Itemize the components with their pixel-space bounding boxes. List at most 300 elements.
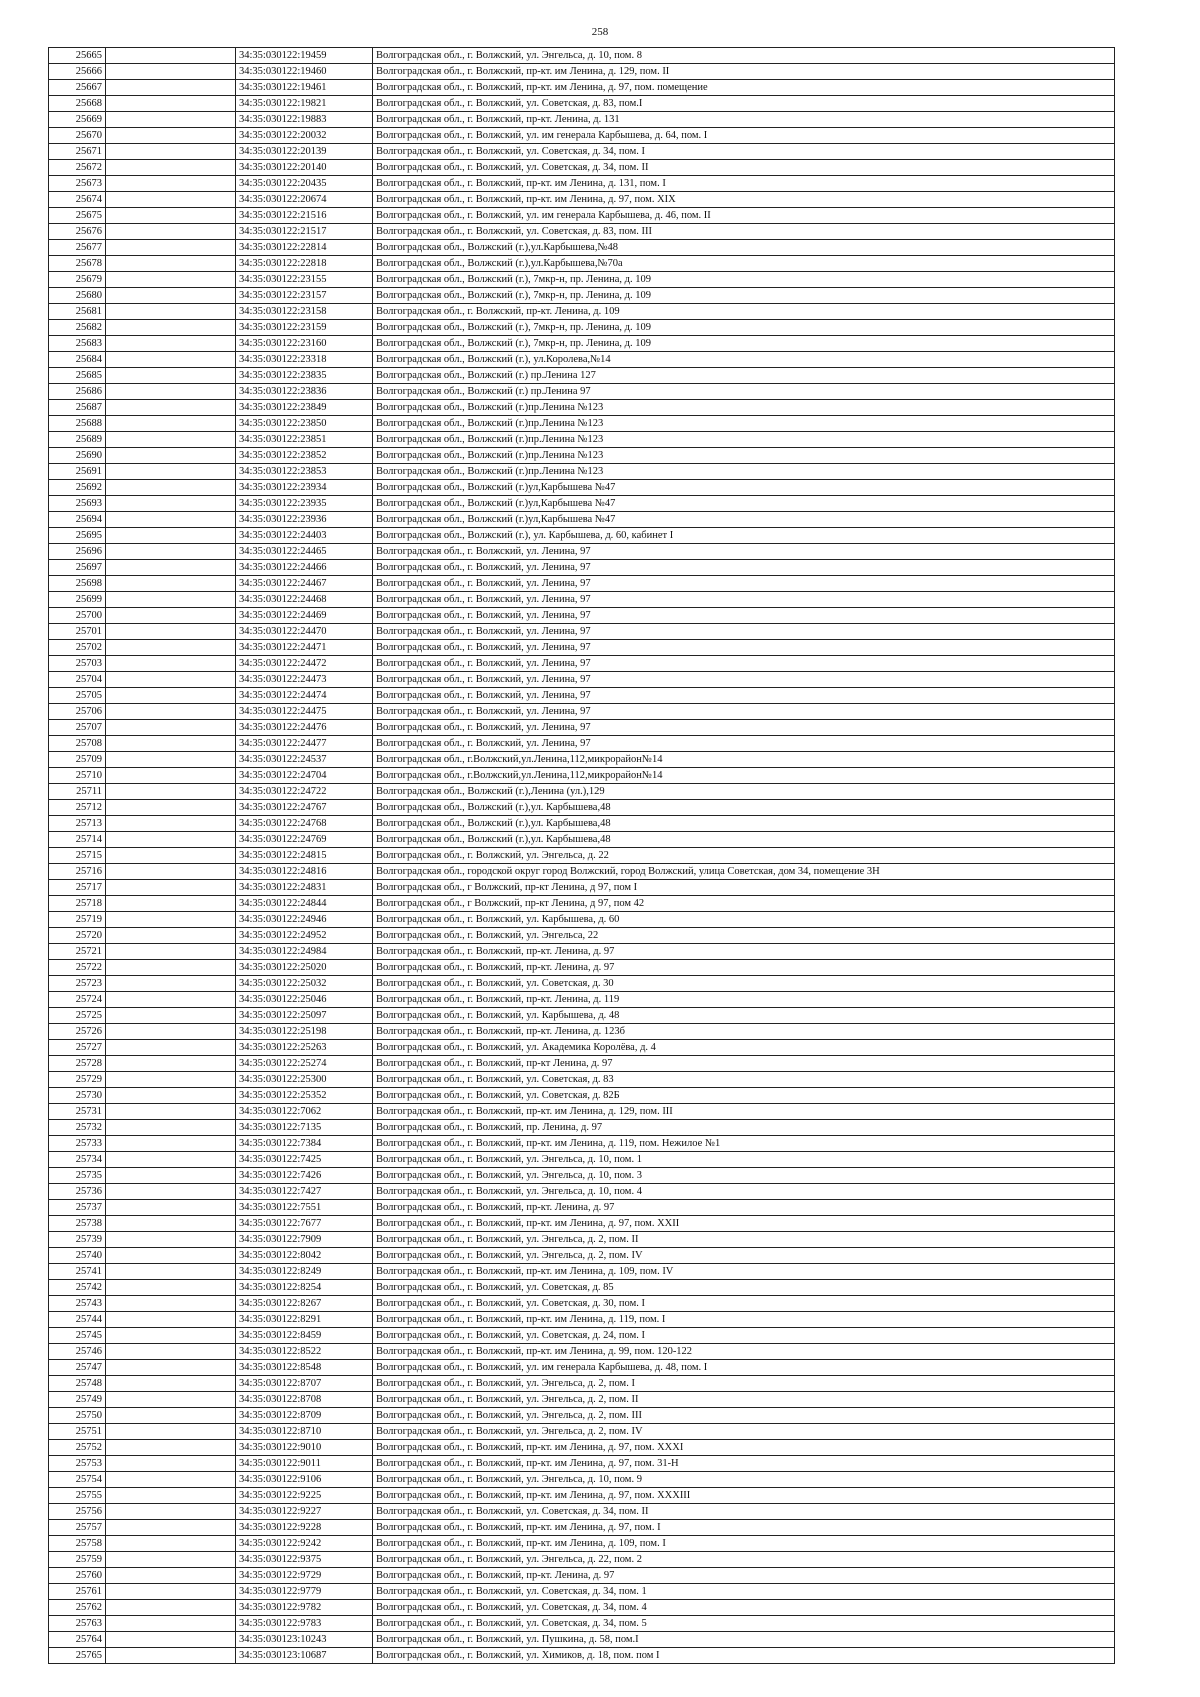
cadastral-number: 34:35:030122:24946: [236, 912, 373, 928]
address: Волгоградская обл., Волжский (г.), ул. Карбышева, д. 60, кабинет I: [373, 528, 1115, 544]
row-number: 25757: [49, 1520, 106, 1536]
cadastral-number: 34:35:030122:24471: [236, 640, 373, 656]
table-row: [49, 560, 1115, 576]
cadastral-number: 34:35:030122:24403: [236, 528, 373, 544]
cadastral-number: 34:35:030122:9779: [236, 1584, 373, 1600]
table-row: [49, 256, 1115, 272]
table-row: [49, 1392, 1115, 1408]
address: Волгоградская обл., Волжский (г.), 7мкр-н, пр. Ленина, д. 109: [373, 336, 1115, 352]
cadastral-number: 34:35:030122:20140: [236, 160, 373, 176]
cadastral-number: 34:35:030123:10687: [236, 1648, 373, 1664]
row-number: 25704: [49, 672, 106, 688]
address: Волгоградская обл., г. Волжский, пр-кт. им Ленина, д. 97, пом. 31-Н: [373, 1456, 1115, 1472]
row-number: 25695: [49, 528, 106, 544]
empty-cell: [106, 1328, 236, 1344]
address: Волгоградская обл., г.Волжский,ул.Ленина,112,микрорайон№14: [373, 768, 1115, 784]
cadastral-number: 34:35:030122:23155: [236, 272, 373, 288]
table-row: [49, 368, 1115, 384]
cadastral-number: 34:35:030122:8707: [236, 1376, 373, 1392]
empty-cell: [106, 576, 236, 592]
address: Волгоградская обл., Волжский (г.),ул. Карбышева,48: [373, 832, 1115, 848]
empty-cell: [106, 912, 236, 928]
empty-cell: [106, 768, 236, 784]
empty-cell: [106, 224, 236, 240]
empty-cell: [106, 336, 236, 352]
table-row: [49, 112, 1115, 128]
cadastral-number: 34:35:030122:24468: [236, 592, 373, 608]
table-row: [49, 544, 1115, 560]
address: Волгоградская обл., Волжский (г.) пр.Ленина 127: [373, 368, 1115, 384]
empty-cell: [106, 1088, 236, 1104]
address: Волгоградская обл., г. Волжский, пр-кт. им Ленина, д. 97, пом. I: [373, 1520, 1115, 1536]
cadastral-number: 34:35:030122:19821: [236, 96, 373, 112]
empty-cell: [106, 944, 236, 960]
cadastral-number: 34:35:030122:8708: [236, 1392, 373, 1408]
table-row: [49, 480, 1115, 496]
cadastral-number: 34:35:030122:25198: [236, 1024, 373, 1040]
table-row: [49, 176, 1115, 192]
table-row: [49, 784, 1115, 800]
table-row: [49, 1088, 1115, 1104]
row-number: 25694: [49, 512, 106, 528]
table-row: [49, 720, 1115, 736]
empty-cell: [106, 656, 236, 672]
table-row: [49, 1056, 1115, 1072]
address: Волгоградская обл., г. Волжский, ул. Ленина, 97: [373, 640, 1115, 656]
address: Волгоградская обл., г. Волжский, ул. Ленина, 97: [373, 576, 1115, 592]
row-number: 25730: [49, 1088, 106, 1104]
empty-cell: [106, 1600, 236, 1616]
row-number: 25693: [49, 496, 106, 512]
table-row: [49, 160, 1115, 176]
cadastral-number: 34:35:030122:22818: [236, 256, 373, 272]
row-number: 25765: [49, 1648, 106, 1664]
cadastral-number: 34:35:030122:24466: [236, 560, 373, 576]
address: Волгоградская обл., г. Волжский, пр-кт. им Ленина, д. 109, пом. IV: [373, 1264, 1115, 1280]
cadastral-number: 34:35:030122:21516: [236, 208, 373, 224]
cadastral-number: 34:35:030122:23850: [236, 416, 373, 432]
cadastral-number: 34:35:030122:9225: [236, 1488, 373, 1504]
row-number: 25713: [49, 816, 106, 832]
address: Волгоградская обл., г. Волжский, ул. Советская, д. 34, пом. II: [373, 1504, 1115, 1520]
row-number: 25675: [49, 208, 106, 224]
cadastral-number: 34:35:030122:8254: [236, 1280, 373, 1296]
address: Волгоградская обл., г. Волжский, ул. Энгельса, д. 10, пом. 9: [373, 1472, 1115, 1488]
empty-cell: [106, 832, 236, 848]
table-row: [49, 848, 1115, 864]
address: Волгоградская обл., г. Волжский, ул. Энгельса, д. 22: [373, 848, 1115, 864]
empty-cell: [106, 496, 236, 512]
address: Волгоградская обл., Волжский (г.)ул,Карбышева №47: [373, 496, 1115, 512]
empty-cell: [106, 1632, 236, 1648]
cadastral-number: 34:35:030122:25046: [236, 992, 373, 1008]
address: Волгоградская обл., г. Волжский, ул. Карбышева, д. 48: [373, 1008, 1115, 1024]
table-row: [49, 1216, 1115, 1232]
row-number: 25688: [49, 416, 106, 432]
row-number: 25692: [49, 480, 106, 496]
empty-cell: [106, 624, 236, 640]
address: Волгоградская обл., г. Волжский, ул. Советская, д. 83, пом. III: [373, 224, 1115, 240]
table-row: [49, 992, 1115, 1008]
empty-cell: [106, 1536, 236, 1552]
empty-cell: [106, 960, 236, 976]
empty-cell: [106, 1488, 236, 1504]
empty-cell: [106, 880, 236, 896]
empty-cell: [106, 1456, 236, 1472]
row-number: 25679: [49, 272, 106, 288]
row-number: 25689: [49, 432, 106, 448]
row-number: 25687: [49, 400, 106, 416]
address: Волгоградская обл., г.Волжский,ул.Ленина,112,микрорайон№14: [373, 752, 1115, 768]
empty-cell: [106, 704, 236, 720]
row-number: 25686: [49, 384, 106, 400]
address: Волгоградская обл., Волжский (г.)ул,Карбышева №47: [373, 480, 1115, 496]
address: Волгоградская обл., г. Волжский, ул. Ленина, 97: [373, 720, 1115, 736]
address: Волгоградская обл., Волжский (г.), 7мкр-н, пр. Ленина, д. 109: [373, 288, 1115, 304]
table-row: [49, 1312, 1115, 1328]
address: Волгоградская обл., г. Волжский, ул. Энгельса, д. 10, пом. 3: [373, 1168, 1115, 1184]
cadastral-number: 34:35:030122:7427: [236, 1184, 373, 1200]
table-row: [49, 448, 1115, 464]
table-row: [49, 384, 1115, 400]
row-number: 25726: [49, 1024, 106, 1040]
empty-cell: [106, 192, 236, 208]
row-number: 25734: [49, 1152, 106, 1168]
empty-cell: [106, 384, 236, 400]
empty-cell: [106, 1216, 236, 1232]
cadastral-number: 34:35:030122:24474: [236, 688, 373, 704]
row-number: 25683: [49, 336, 106, 352]
empty-cell: [106, 560, 236, 576]
address: Волгоградская обл., Волжский (г.),Ленина (ул.),129: [373, 784, 1115, 800]
empty-cell: [106, 400, 236, 416]
cadastral-number: 34:35:030122:24831: [236, 880, 373, 896]
cadastral-number: 34:35:030122:9228: [236, 1520, 373, 1536]
cadastral-number: 34:35:030122:23158: [236, 304, 373, 320]
address: Волгоградская обл., г. Волжский, пр-кт. Ленина, д. 119: [373, 992, 1115, 1008]
table-row: [49, 496, 1115, 512]
address: Волгоградская обл., г. Волжский, пр-кт. Ленина, д. 109: [373, 304, 1115, 320]
address: Волгоградская обл., г. Волжский, ул. Ленина, 97: [373, 608, 1115, 624]
table-row: [49, 736, 1115, 752]
table-row: [49, 1264, 1115, 1280]
table-row: [49, 1648, 1115, 1664]
row-number: 25728: [49, 1056, 106, 1072]
empty-cell: [106, 352, 236, 368]
address: Волгоградская обл., г. Волжский, пр-кт. Ленина, д. 97: [373, 1568, 1115, 1584]
cadastral-number: 34:35:030122:24473: [236, 672, 373, 688]
cadastral-number: 34:35:030122:24952: [236, 928, 373, 944]
cadastral-number: 34:35:030122:20674: [236, 192, 373, 208]
empty-cell: [106, 528, 236, 544]
empty-cell: [106, 464, 236, 480]
cadastral-number: 34:35:030122:7426: [236, 1168, 373, 1184]
table-row: [49, 1184, 1115, 1200]
empty-cell: [106, 1472, 236, 1488]
cadastral-number: 34:35:030122:24769: [236, 832, 373, 848]
address: Волгоградская обл., г. Волжский, ул. Энгельса, д. 2, пом. II: [373, 1232, 1115, 1248]
row-number: 25700: [49, 608, 106, 624]
row-number: 25737: [49, 1200, 106, 1216]
table-row: [49, 272, 1115, 288]
table-row: [49, 592, 1115, 608]
row-number: 25673: [49, 176, 106, 192]
row-number: 25709: [49, 752, 106, 768]
empty-cell: [106, 1280, 236, 1296]
table-row: [49, 1120, 1115, 1136]
cadastral-number: 34:35:030122:24704: [236, 768, 373, 784]
row-number: 25684: [49, 352, 106, 368]
table-row: [49, 1152, 1115, 1168]
empty-cell: [106, 128, 236, 144]
empty-cell: [106, 1072, 236, 1088]
empty-cell: [106, 928, 236, 944]
row-number: 25701: [49, 624, 106, 640]
row-number: 25702: [49, 640, 106, 656]
address: Волгоградская обл., г. Волжский, ул. Ленина, 97: [373, 560, 1115, 576]
address: Волгоградская обл., г. Волжский, ул. Энгельса, д. 10, пом. 8: [373, 48, 1115, 64]
table-row: [49, 688, 1115, 704]
table-row: [49, 1488, 1115, 1504]
row-number: 25755: [49, 1488, 106, 1504]
table-row: [49, 704, 1115, 720]
table-row: [49, 1472, 1115, 1488]
address: Волгоградская обл., г. Волжский, ул. Советская, д. 34, пом. 4: [373, 1600, 1115, 1616]
table-row: [49, 1424, 1115, 1440]
cadastral-number: 34:35:030122:9783: [236, 1616, 373, 1632]
table-row: [49, 1408, 1115, 1424]
cadastral-number: 34:35:030122:23853: [236, 464, 373, 480]
empty-cell: [106, 1056, 236, 1072]
table-row: [49, 144, 1115, 160]
cadastral-number: 34:35:030122:24467: [236, 576, 373, 592]
address: Волгоградская обл., г Волжский, пр-кт Ленина, д 97, пом I: [373, 880, 1115, 896]
address: Волгоградская обл., Волжский (г.), ул.Королева,№14: [373, 352, 1115, 368]
empty-cell: [106, 1392, 236, 1408]
cadastral-number: 34:35:030122:9375: [236, 1552, 373, 1568]
address: Волгоградская обл., Волжский (г.)ул,Карбышева №47: [373, 512, 1115, 528]
cadastral-number: 34:35:030122:8522: [236, 1344, 373, 1360]
table-row: [49, 576, 1115, 592]
cadastral-number: 34:35:030122:19461: [236, 80, 373, 96]
row-number: 25750: [49, 1408, 106, 1424]
table-row: [49, 800, 1115, 816]
cadastral-number: 34:35:030122:9227: [236, 1504, 373, 1520]
cadastral-number: 34:35:030122:23851: [236, 432, 373, 448]
row-number: 25699: [49, 592, 106, 608]
row-number: 25668: [49, 96, 106, 112]
table-row: [49, 864, 1115, 880]
cadastral-number: 34:35:030122:23934: [236, 480, 373, 496]
address: Волгоградская обл., г. Волжский, ул. Энгельса, д. 10, пом. 1: [373, 1152, 1115, 1168]
address: Волгоградская обл., г. Волжский, пр-кт. им Ленина, д. 131, пом. I: [373, 176, 1115, 192]
row-number: 25743: [49, 1296, 106, 1312]
table-row: [49, 1040, 1115, 1056]
table-row: [49, 1584, 1115, 1600]
row-number: 25690: [49, 448, 106, 464]
row-number: 25698: [49, 576, 106, 592]
empty-cell: [106, 1104, 236, 1120]
address: Волгоградская обл., г. Волжский, ул. Энгельса, д. 2, пом. III: [373, 1408, 1115, 1424]
cadastral-number: 34:35:030122:7677: [236, 1216, 373, 1232]
address: Волгоградская обл., г. Волжский, ул. Энгельса, д. 10, пом. 4: [373, 1184, 1115, 1200]
address: Волгоградская обл., Волжский (г.), 7мкр-н, пр. Ленина, д. 109: [373, 272, 1115, 288]
address: Волгоградская обл., г. Волжский, ул. Энгельса, д. 2, пом. II: [373, 1392, 1115, 1408]
address: Волгоградская обл., г. Волжский, ул. Ленина, 97: [373, 688, 1115, 704]
row-number: 25727: [49, 1040, 106, 1056]
row-number: 25671: [49, 144, 106, 160]
row-number: 25719: [49, 912, 106, 928]
table-row: [49, 912, 1115, 928]
cadastral-number: 34:35:030122:19883: [236, 112, 373, 128]
table-row: [49, 1360, 1115, 1376]
table-row: [49, 624, 1115, 640]
row-number: 25759: [49, 1552, 106, 1568]
address: Волгоградская обл., г. Волжский, пр-кт. им Ленина, д. 97, пом. помещение: [373, 80, 1115, 96]
address: Волгоградская обл., г. Волжский, ул. Ленина, 97: [373, 672, 1115, 688]
address: Волгоградская обл., г. Волжский, пр-кт. им Ленина, д. 109, пом. I: [373, 1536, 1115, 1552]
table-row: [49, 1456, 1115, 1472]
empty-cell: [106, 1568, 236, 1584]
empty-cell: [106, 320, 236, 336]
cadastral-number: 34:35:030122:8291: [236, 1312, 373, 1328]
table-row: [49, 1280, 1115, 1296]
table-row: [49, 1552, 1115, 1568]
address: Волгоградская обл., г. Волжский, ул. им генерала Карбышева, д. 64, пом. I: [373, 128, 1115, 144]
empty-cell: [106, 304, 236, 320]
empty-cell: [106, 1200, 236, 1216]
empty-cell: [106, 96, 236, 112]
table-row: [49, 752, 1115, 768]
cadastral-number: 34:35:030122:24815: [236, 848, 373, 864]
row-number: 25696: [49, 544, 106, 560]
table-row: [49, 96, 1115, 112]
row-number: 25715: [49, 848, 106, 864]
table-row: [49, 352, 1115, 368]
empty-cell: [106, 864, 236, 880]
address: Волгоградская обл., г. Волжский, пр-кт. им Ленина, д. 119, пом. Нежилое №1: [373, 1136, 1115, 1152]
empty-cell: [106, 976, 236, 992]
table-row: [49, 944, 1115, 960]
row-number: 25735: [49, 1168, 106, 1184]
row-number: 25685: [49, 368, 106, 384]
address: Волгоградская обл., г. Волжский, ул. Карбышева, д. 60: [373, 912, 1115, 928]
empty-cell: [106, 1264, 236, 1280]
empty-cell: [106, 512, 236, 528]
row-number: 25763: [49, 1616, 106, 1632]
empty-cell: [106, 752, 236, 768]
empty-cell: [106, 1440, 236, 1456]
empty-cell: [106, 208, 236, 224]
empty-cell: [106, 784, 236, 800]
cadastral-number: 34:35:030122:7384: [236, 1136, 373, 1152]
empty-cell: [106, 1344, 236, 1360]
cadastral-number: 34:35:030122:8548: [236, 1360, 373, 1376]
address: Волгоградская обл., г. Волжский, ул. Советская, д. 34, пом. II: [373, 160, 1115, 176]
address: Волгоградская обл., Волжский (г.),ул.Карбышева,№48: [373, 240, 1115, 256]
row-number: 25745: [49, 1328, 106, 1344]
cadastral-number: 34:35:030122:25300: [236, 1072, 373, 1088]
address: Волгоградская обл., г. Волжский, пр-кт. Ленина, д. 97: [373, 944, 1115, 960]
table-row: [49, 1168, 1115, 1184]
row-number: 25740: [49, 1248, 106, 1264]
address: Волгоградская обл., г. Волжский, ул. Ленина, 97: [373, 736, 1115, 752]
table-row: [49, 192, 1115, 208]
empty-cell: [106, 480, 236, 496]
empty-cell: [106, 1616, 236, 1632]
row-number: 25752: [49, 1440, 106, 1456]
cadastral-number: 34:35:030122:25032: [236, 976, 373, 992]
empty-cell: [106, 112, 236, 128]
cadastral-number: 34:35:030122:19459: [236, 48, 373, 64]
row-number: 25741: [49, 1264, 106, 1280]
row-number: 25731: [49, 1104, 106, 1120]
cadastral-number: 34:35:030122:8267: [236, 1296, 373, 1312]
empty-cell: [106, 64, 236, 80]
table-row: [49, 320, 1115, 336]
table-row: [49, 960, 1115, 976]
row-number: 25708: [49, 736, 106, 752]
row-number: 25744: [49, 1312, 106, 1328]
cadastral-number: 34:35:030122:24470: [236, 624, 373, 640]
empty-cell: [106, 1424, 236, 1440]
address: Волгоградская обл., г. Волжский, ул. Советская, д. 34, пом. 5: [373, 1616, 1115, 1632]
row-number: 25711: [49, 784, 106, 800]
cadastral-number: 34:35:030122:7425: [236, 1152, 373, 1168]
table-row: [49, 512, 1115, 528]
cadastral-number: 34:35:030122:23318: [236, 352, 373, 368]
address: Волгоградская обл., г. Волжский, ул. Ленина, 97: [373, 704, 1115, 720]
row-number: 25732: [49, 1120, 106, 1136]
cadastral-number: 34:35:030122:25097: [236, 1008, 373, 1024]
cadastral-number: 34:35:030122:24537: [236, 752, 373, 768]
table-row: [49, 656, 1115, 672]
row-number: 25706: [49, 704, 106, 720]
table-row: [49, 304, 1115, 320]
table-row: [49, 976, 1115, 992]
address: Волгоградская обл., г. Волжский, пр-кт. им Ленина, д. 119, пом. I: [373, 1312, 1115, 1328]
table-row: [49, 336, 1115, 352]
table-row: [49, 1072, 1115, 1088]
cadastral-number: 34:35:030122:24469: [236, 608, 373, 624]
address: Волгоградская обл., Волжский (г.), 7мкр-н, пр. Ленина, д. 109: [373, 320, 1115, 336]
table-row: [49, 1200, 1115, 1216]
address: Волгоградская обл., г. Волжский, ул. Энгельса, д. 2, пом. IV: [373, 1424, 1115, 1440]
row-number: 25703: [49, 656, 106, 672]
row-number: 25742: [49, 1280, 106, 1296]
row-number: 25724: [49, 992, 106, 1008]
row-number: 25747: [49, 1360, 106, 1376]
table-row: [49, 1440, 1115, 1456]
address: Волгоградская обл., г. Волжский, пр-кт. им Ленина, д. 129, пом. III: [373, 1104, 1115, 1120]
table-row: [49, 1328, 1115, 1344]
cadastral-number: 34:35:030122:23936: [236, 512, 373, 528]
empty-cell: [106, 160, 236, 176]
cadastral-number: 34:35:030122:24767: [236, 800, 373, 816]
address: Волгоградская обл., г. Волжский, ул. им генерала Карбышева, д. 46, пом. II: [373, 208, 1115, 224]
table-row: [49, 1536, 1115, 1552]
address: Волгоградская обл., г. Волжский, ул. Химиков, д. 18, пом. пом I: [373, 1648, 1115, 1664]
empty-cell: [106, 544, 236, 560]
row-number: 25680: [49, 288, 106, 304]
cadastral-number: 34:35:030122:8710: [236, 1424, 373, 1440]
address: Волгоградская обл., г. Волжский, пр-кт. им Ленина, д. 97, пом. XIX: [373, 192, 1115, 208]
table-row: [49, 432, 1115, 448]
cadastral-number: 34:35:030122:8249: [236, 1264, 373, 1280]
row-number: 25760: [49, 1568, 106, 1584]
cadastral-number: 34:35:030122:23160: [236, 336, 373, 352]
row-number: 25677: [49, 240, 106, 256]
